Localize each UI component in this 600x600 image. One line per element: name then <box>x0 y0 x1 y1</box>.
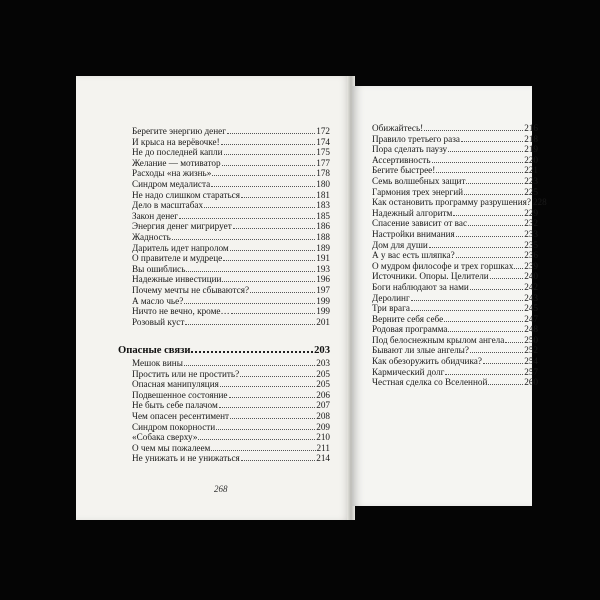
toc-entry-page: 239 <box>524 260 538 271</box>
toc-entry <box>132 179 330 190</box>
toc-entry-page: 229 <box>524 207 538 218</box>
toc-entry <box>372 197 547 208</box>
toc-entry <box>132 285 330 296</box>
toc-entry <box>372 134 538 145</box>
leader-dots <box>198 432 315 440</box>
toc-entry <box>372 218 538 229</box>
toc-entry-title: Пора сделать паузу <box>372 144 448 155</box>
toc-entry-page: 205 <box>316 368 330 379</box>
toc-entry-title: Расходы «на жизнь» <box>132 168 212 179</box>
toc-entry-page: 247 <box>524 313 538 324</box>
toc-entry-page: 233 <box>524 228 538 239</box>
toc-entry-title: Чем опасен ресентимент <box>132 410 230 421</box>
toc-entry <box>372 123 538 134</box>
toc-entry-page: 236 <box>524 250 538 261</box>
toc-entry-page: 221 <box>524 165 538 176</box>
toc-entry <box>372 303 538 314</box>
leader-dots <box>219 400 315 408</box>
toc-entry-title: Почему мечты не сбываются? <box>132 284 250 295</box>
leader-dots <box>230 411 315 419</box>
toc-entry-title: Родовая программа <box>372 324 448 335</box>
toc-entry <box>132 221 330 232</box>
leader-dots <box>241 453 315 461</box>
toc-entry-title: Боги наблюдают за нами <box>372 281 469 292</box>
toc-entry-title: А у вас есть шляпка? <box>372 250 455 261</box>
toc-entry <box>372 261 538 272</box>
leader-dots <box>488 377 523 385</box>
toc-entry-title: Ассертивность <box>372 154 431 165</box>
toc-entry <box>132 369 330 380</box>
toc-entry-page: 245 <box>524 303 538 314</box>
toc-entry <box>132 432 330 443</box>
toc-entry-title: Как обезоружить обидчика? <box>372 356 482 367</box>
toc-entry-page: 180 <box>316 178 330 189</box>
toc-entry-title: Не надо слишком стараться <box>132 189 240 200</box>
toc-entry-page: 216 <box>524 123 538 133</box>
leader-dots <box>229 390 316 398</box>
toc-entry-title: «Собака сверху» <box>132 432 198 443</box>
left-page <box>76 76 352 520</box>
toc-entry-title: Ничто не вечно, кроме… <box>132 306 230 317</box>
leader-dots <box>456 229 523 237</box>
toc-entry-title: А масло чье? <box>132 295 184 306</box>
toc-entry-page: 243 <box>524 292 538 303</box>
leader-dots <box>448 324 523 332</box>
toc-entry-title: Подвешенное состояние <box>132 389 228 400</box>
toc-entry-title: Спасение зависит от вас <box>372 218 468 229</box>
toc-entry-title: Закон денег <box>132 210 178 221</box>
toc-entry-title: Не быть себе палачом <box>132 400 218 411</box>
toc-entry <box>132 232 330 243</box>
toc-entry <box>372 250 538 261</box>
leader-dots <box>230 243 316 251</box>
toc-entry <box>372 345 538 356</box>
toc-entry-page: 218 <box>524 133 538 144</box>
toc-entry <box>132 211 330 222</box>
toc-entry-page: 242 <box>524 281 538 292</box>
toc-entry-page: 210 <box>316 432 330 443</box>
toc-entry-title: И крыса на верёвочке! <box>132 136 220 147</box>
toc-entry-page: 201 <box>316 316 330 327</box>
toc-entry-title: Настройки внимания <box>372 228 455 239</box>
leader-dots <box>186 264 315 272</box>
toc-entry-page: 206 <box>316 389 330 400</box>
toc-entry <box>372 187 538 198</box>
toc-entry-page: 183 <box>316 200 330 211</box>
toc-entry <box>372 314 538 325</box>
toc-entry-page: 211 <box>316 442 330 453</box>
leader-dots <box>490 271 524 279</box>
toc-entry-page: 174 <box>316 136 330 147</box>
leader-dots <box>222 274 315 282</box>
toc-entry-title: Берегите энергию денег <box>132 126 226 136</box>
toc-entry-page: 254 <box>524 356 538 367</box>
leader-dots <box>470 282 523 290</box>
toc-entry-page: 220 <box>524 154 538 165</box>
leader-dots <box>204 200 315 208</box>
page-number: 268 <box>214 484 228 494</box>
toc-entry-page: 223 <box>524 175 538 186</box>
toc-entry-title: Не до последней капли <box>132 147 223 158</box>
toc-entry <box>132 453 330 464</box>
leader-dots <box>468 218 523 226</box>
toc-entry-title: Надежные инвестиции <box>132 274 222 285</box>
toc-entry-title: Синдром покорности <box>132 421 216 432</box>
toc-entry-page: 197 <box>316 284 330 295</box>
toc-entry-title: Под белоснежным крылом ангела <box>372 334 505 345</box>
toc-entry <box>132 274 330 285</box>
toc-entry-title: Опасная манипуляция <box>132 379 219 390</box>
leader-dots <box>222 158 316 166</box>
toc-entry-page: 209 <box>316 421 330 432</box>
toc-entry <box>372 293 538 304</box>
leader-dots <box>432 155 524 163</box>
toc-entry <box>132 411 330 422</box>
toc-entry-page: 199 <box>316 306 330 317</box>
toc-entry-title: Жадность <box>132 231 171 242</box>
toc-entry-page: 228 <box>532 197 547 208</box>
leader-dots <box>233 221 315 229</box>
toc-entry <box>132 264 330 275</box>
toc-entry-title: Деролинг <box>372 292 410 303</box>
toc-entry <box>372 282 538 293</box>
leader-dots <box>466 176 523 184</box>
leader-dots <box>179 211 315 219</box>
toc-entry-page: 225 <box>524 186 538 197</box>
toc-entry <box>372 240 538 251</box>
toc-entry-page: 199 <box>316 295 330 306</box>
leader-dots <box>172 232 315 240</box>
toc-entry <box>132 168 330 179</box>
toc-entry-title: Дело в масштабах <box>132 200 204 211</box>
toc-entry-page: 232 <box>524 218 538 229</box>
leader-dots <box>464 187 523 195</box>
leader-dots <box>461 134 523 142</box>
toc-entry-title: Честная сделка со Вселенной <box>372 377 488 388</box>
toc-entry-page: 191 <box>316 253 330 264</box>
toc-entry-title: Гармония трех энергий <box>372 186 464 197</box>
toc-entry-title: Мешок вины <box>132 358 183 368</box>
toc-entry-page: 175 <box>316 147 330 158</box>
toc-entry <box>372 176 538 187</box>
toc-entry <box>132 296 330 307</box>
toc-entry <box>372 144 538 155</box>
leader-dots <box>411 293 524 301</box>
toc-entry-page: 240 <box>524 271 538 282</box>
toc-entry-page: 203 <box>316 358 330 368</box>
toc-entry <box>372 324 538 335</box>
toc-entry-title: Желание — мотиватор <box>132 157 221 168</box>
toc-entry-title: Кармический долг <box>372 366 445 377</box>
leader-dots <box>456 250 524 258</box>
toc-entry-title: О чем мы пожалеем <box>132 442 211 453</box>
leader-dots <box>483 356 523 364</box>
leader-dots <box>448 144 523 152</box>
toc-entry <box>132 422 330 433</box>
toc-entry <box>132 443 330 454</box>
leader-dots <box>250 285 315 293</box>
toc-entry-title: Розовый куст <box>132 316 185 327</box>
toc-entry-title: Три врага <box>372 303 410 314</box>
leader-dots <box>240 369 315 377</box>
toc-entry-page: 177 <box>316 157 330 168</box>
toc-entry-page: 181 <box>316 189 330 200</box>
toc-entry <box>132 137 330 148</box>
leader-dots <box>411 303 523 311</box>
toc-entry <box>372 335 538 346</box>
toc-entry <box>372 155 538 166</box>
toc-entry-page: 186 <box>316 221 330 232</box>
toc-entry-title: Простить или не простить? <box>132 368 240 379</box>
leader-dots <box>223 253 315 261</box>
toc-entry-page: 172 <box>316 126 330 136</box>
leader-dots <box>445 367 523 375</box>
toc-entry-title: Дом для души <box>372 239 428 250</box>
toc-entry-title: Надежный алгоритм <box>372 207 453 218</box>
toc-entry-title: Как остановить программу разрушения? <box>372 197 531 208</box>
right-page <box>352 86 547 506</box>
toc-entry <box>372 377 538 388</box>
toc-entry-title: О правителе и мудреце <box>132 253 223 264</box>
toc-entry <box>132 379 330 390</box>
leader-dots <box>453 208 523 216</box>
toc-entry <box>372 271 538 282</box>
toc-entry-page: 248 <box>524 324 538 335</box>
toc-entry-page: 178 <box>316 168 330 179</box>
toc-entry-page: 260 <box>524 377 538 388</box>
toc-entry-page: 205 <box>316 379 330 390</box>
toc-entry-title: Бывают ли злые ангелы? <box>372 345 469 356</box>
leader-dots <box>184 358 315 366</box>
leader-dots <box>224 147 316 155</box>
toc-entry <box>132 243 330 254</box>
section-title: Опасные связи <box>118 345 191 356</box>
toc-entry <box>132 190 330 201</box>
toc-entry-page: 219 <box>524 144 538 155</box>
toc-entry <box>132 390 330 401</box>
toc-entry <box>132 306 330 317</box>
leader-dots <box>514 261 523 269</box>
leader-dots <box>241 190 315 198</box>
toc-entry-title: О мудром философе и трех горшках <box>372 260 514 271</box>
toc-entry-page: 252 <box>524 345 538 356</box>
toc-entry-title: Верните себя себе <box>372 313 444 324</box>
leader-dots <box>212 168 315 176</box>
toc-entry-page: 235 <box>524 239 538 250</box>
leader-dots <box>227 126 315 134</box>
toc-entry-title: Бегите быстрее! <box>372 165 436 176</box>
section-leader-dots <box>191 343 313 353</box>
leader-dots <box>444 314 523 322</box>
toc-entry <box>372 356 538 367</box>
toc-entry-page: 188 <box>316 231 330 242</box>
toc-entry-title: Правило третьего раза <box>372 133 460 144</box>
leader-dots <box>429 240 523 248</box>
toc-entry-page: 214 <box>316 453 330 464</box>
toc-entry-title: Обижайтесь! <box>372 123 424 133</box>
toc-entry <box>372 165 538 176</box>
toc-entry-page: 207 <box>316 400 330 411</box>
toc-entry <box>132 200 330 211</box>
toc-entry <box>132 158 330 169</box>
leader-dots <box>211 179 315 187</box>
leader-dots <box>184 296 315 304</box>
toc-entry <box>132 147 330 158</box>
toc-entry-title: Источники. Опоры. Целители <box>372 271 489 282</box>
toc-entry-title: Не унижать и не унижаться <box>132 453 240 464</box>
toc-entry-page: 193 <box>316 263 330 274</box>
toc-entry-page: 189 <box>316 242 330 253</box>
leader-dots <box>220 379 315 387</box>
leader-dots <box>436 165 523 173</box>
leader-dots <box>211 443 315 451</box>
toc-entry-page: 208 <box>316 410 330 421</box>
right-toc-list <box>372 123 547 388</box>
toc-entry-title: Энергия денег мигрирует <box>132 221 232 232</box>
toc-entry-title: Синдром медалиста <box>132 178 211 189</box>
toc-entry-title: Семь волшебных защит <box>372 175 466 186</box>
leader-dots <box>470 345 523 353</box>
toc-entry <box>132 400 330 411</box>
leader-dots <box>231 306 316 314</box>
toc-entry <box>372 229 538 240</box>
section-heading <box>118 343 330 357</box>
toc-entry <box>132 358 330 369</box>
leader-dots <box>424 123 523 131</box>
leader-dots <box>185 317 315 325</box>
toc-entry-page: 185 <box>316 210 330 221</box>
toc-entry-title: Вы ошиблись <box>132 263 186 274</box>
leader-dots <box>505 335 523 343</box>
toc-entry-title: Даритель идет напролом <box>132 242 229 253</box>
toc-entry <box>132 126 330 137</box>
section-page: 203 <box>314 345 330 356</box>
toc-entry <box>372 367 538 378</box>
leader-dots <box>216 422 315 430</box>
toc-entry <box>132 317 330 328</box>
toc-entry-page: 250 <box>524 334 538 345</box>
toc-entry-page: 257 <box>524 366 538 377</box>
toc-entry <box>132 253 330 264</box>
leader-dots <box>221 137 316 145</box>
toc-entry-page: 196 <box>316 274 330 285</box>
toc-entry <box>372 208 538 219</box>
